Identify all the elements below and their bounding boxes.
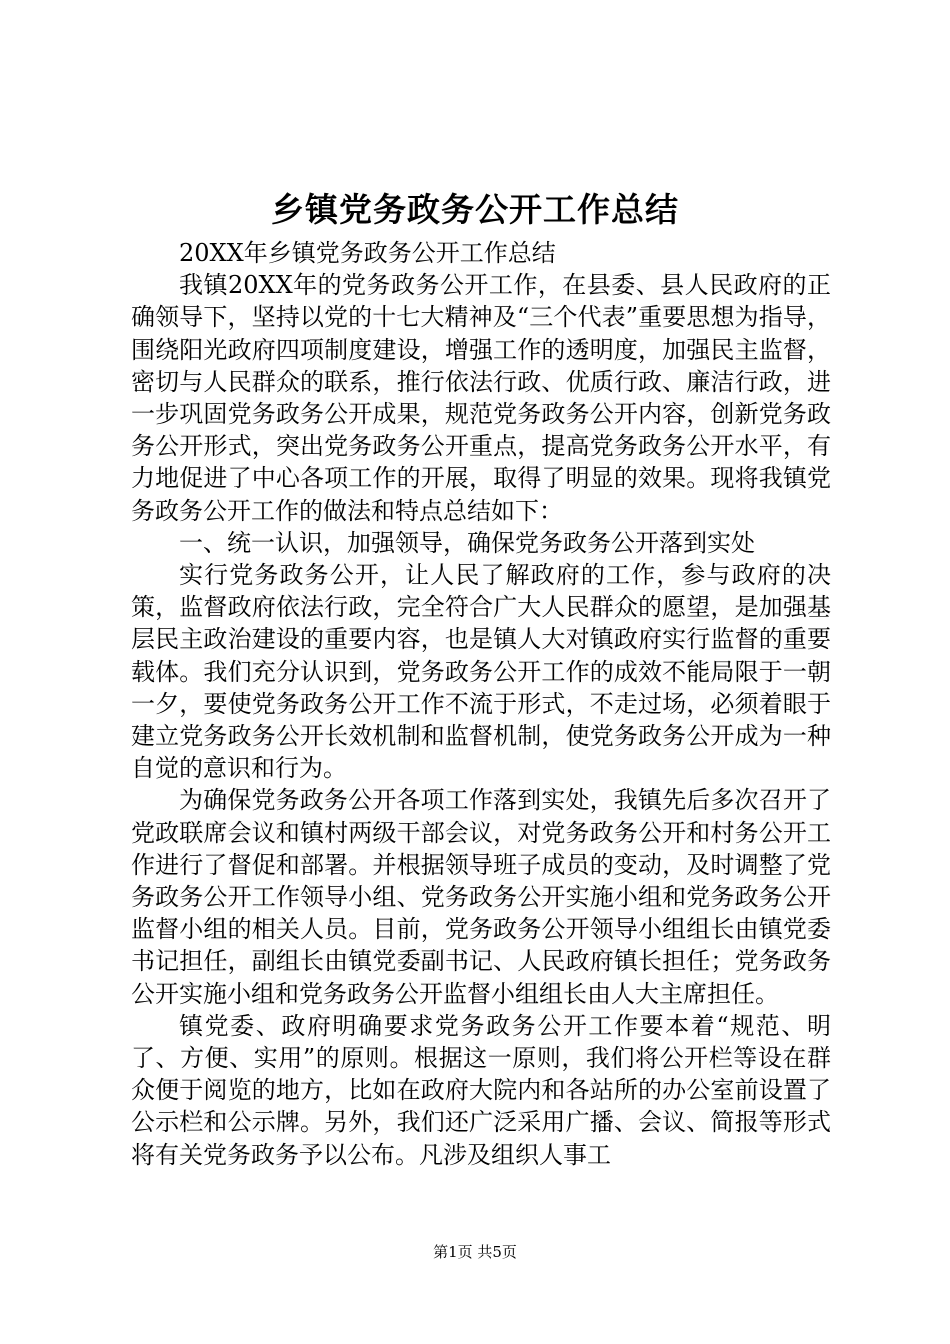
section-heading-1: 一、统一认识，加强领导，确保党务政务公开落到实处 bbox=[179, 528, 755, 557]
paragraph: 镇党委、政府明确要求党务政务公开工作要本着“规范、明了、方便、实用”的原则。根据这一原则，我们将公开栏等设在群众便于阅览的地方，比如在政府大院内和各站所的办公室前设置了公示栏和公示牌。另外，我们还广泛采用广播、会议、简报等形式将有关党务政务予以公布。凡涉及组织人事工 bbox=[131, 1011, 831, 1169]
page-number-footer: 第1页 共5页 bbox=[433, 1243, 517, 1261]
paragraph: 实行党务政务公开，让人民了解政府的工作，参与政府的决策，监督政府依法行政，完全符合广大人民群众的愿望，是加强基层民主政治建设的重要内容，也是镇人大对镇政府实行监督的重要载体。我们充分认识到，党务政务公开工作的成效不能局限于一朝一夕，要使党务政务公开工作不流于形式，不走过场，必须着眼于建立党务政务公开长效机制和监督机制，使党务政务公开成为一种自觉的意识和行为。 bbox=[131, 561, 831, 783]
paragraph-subtitle: 20XX年乡镇党务政务公开工作总结 bbox=[179, 239, 556, 267]
document-body bbox=[131, 237, 831, 1171]
paragraph-intro: 我镇20XX年的党务政务公开工作，在县委、县人民政府的正确领导下，坚持以党的十七大精神及“三个代表”重要思想为指导，围绕阳光政府四项制度建设，增强工作的透明度，加强民主监督，密切与人民群众的联系，推行依法行政、优质行政、廉洁行政，进一步巩固党务政务公开成果，规范党务政务公开内容，创新党务政务公开形式，突出党务政务公开重点，提高党务政务公开水平，有力地促进了中心各项工作的开展，取得了明显的效果。现将我镇党务政务公开工作的做法和特点总结如下： bbox=[131, 271, 831, 525]
paragraph: 为确保党务政务公开各项工作落到实处，我镇先后多次召开了党政联席会议和镇村两级干部会议，对党务政务公开和村务公开工作进行了督促和部署。并根据领导班子成员的变动，及时调整了党务政务公开工作领导小组、党务政务公开实施小组和党务政务公开监督小组的相关人员。目前，党务政务公开领导小组组长由镇党委书记担任，副组长由镇党委副书记、人民政府镇长担任；党务政务公开实施小组和党务政务公开监督小组组长由人大主席担任。 bbox=[131, 786, 831, 1008]
document-title: 乡镇党务政务公开工作总结 bbox=[271, 190, 679, 229]
